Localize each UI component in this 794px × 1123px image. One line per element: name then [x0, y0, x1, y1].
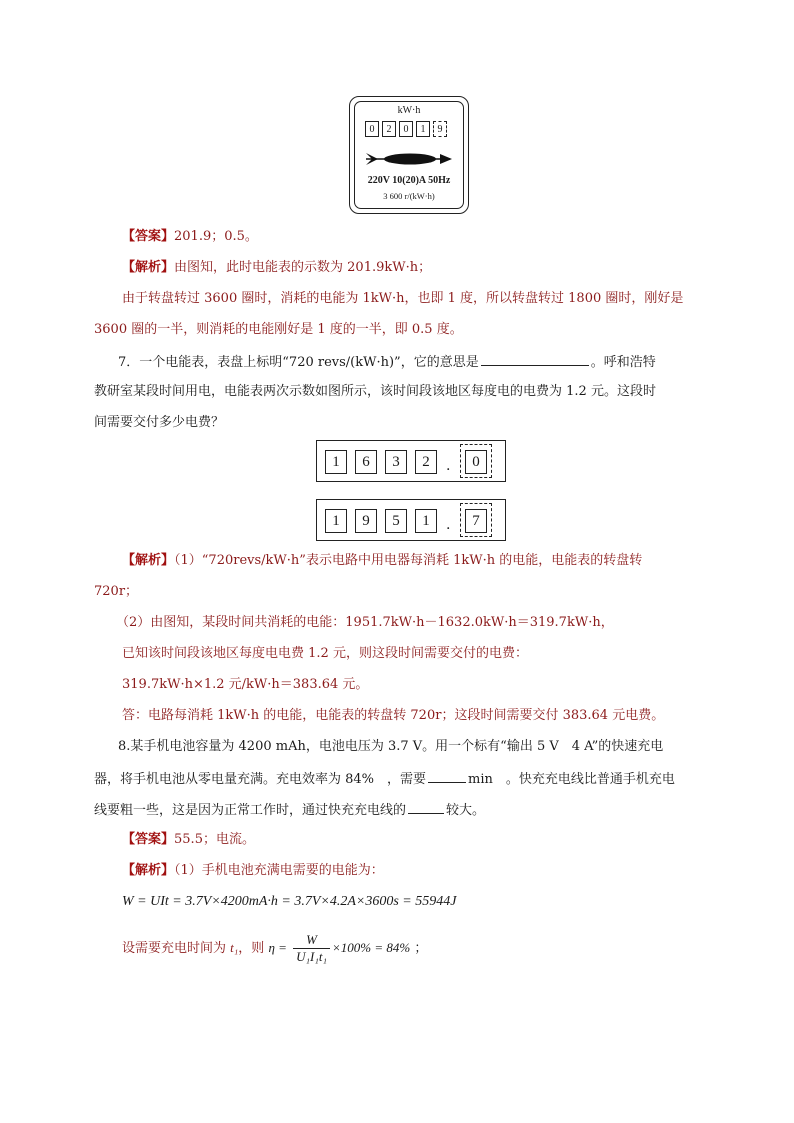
meter-digits [365, 121, 447, 137]
q7-analysis-line-2: （2）由图知，某段时间共消耗的电能：1951.7kW·h－1632.0kW·h＝319.7kW·h， [116, 615, 614, 630]
meter-digit: 0 [365, 121, 379, 137]
answer-tag: 【答案】 [122, 832, 175, 847]
reading-digit-decimal: 0 [465, 450, 487, 474]
q7-analysis-line-1b: 720r； [94, 584, 139, 599]
answer-tag: 【答案】 [122, 229, 175, 244]
analysis-tag: 【解析】 [122, 260, 175, 275]
reading-decimal-point: . [446, 458, 451, 474]
q7-analysis-line-1 [122, 552, 642, 570]
time-variable: t₁ [230, 940, 239, 955]
meter-digit: 2 [382, 121, 396, 137]
reading-digit: 9 [355, 509, 377, 533]
q8-line-1: 8.某手机电池容量为 4200 mAh，电池电压为 3.7 V。用一个标有“输出 5 V 4 A”的快速充电 [118, 739, 664, 754]
energy-formula: W = UIt = 3.7V×4200mA·h = 3.7V×4.2A×3600s = 55944J [122, 894, 457, 909]
formula-intro: 设需要充电时间为 [122, 941, 227, 956]
formula-end: ； [414, 941, 428, 956]
q8-text-c: 线要粗一些，这是因为正常工作时，通过快充充电线的 [94, 803, 407, 818]
meter-digit: 0 [399, 121, 413, 137]
q7-line-2: 教研室某段时间用电，电能表两次示数如图所示，该时间段该地区每度电的电费为 1.2 元。这段时 [94, 384, 656, 399]
formula-connector: ，则 [238, 941, 265, 956]
meter-digit: 1 [416, 121, 430, 137]
reading-digit-decimal: 7 [465, 509, 487, 533]
meter-reading-first [316, 440, 506, 482]
analysis-text: （1）“720revs/kW·h”表示电路中用电器每消耗 1kW·h 的电能，电能表的转盘转 [174, 553, 643, 568]
meter-revolutions: 3 600 r/(kW·h) [383, 191, 435, 201]
q8-text-a: 器，将手机电池从零电量充满。充电效率为 84% ，需要 [94, 772, 427, 787]
energy-meter-figure [349, 96, 469, 214]
turntable-arrow-icon [364, 149, 454, 169]
reading-digit: 1 [415, 509, 437, 533]
q7-analysis-line-4: 319.7kW·h×1.2 元/kW·h＝383.64 元。 [122, 677, 369, 692]
q6-answer [122, 228, 258, 246]
reading-digit: 1 [325, 509, 347, 533]
q8-answer-blank-2 [408, 800, 444, 814]
q6-analysis-line-2: 由于转盘转过 3600 圈时，消耗的电能为 1kW·h，也即 1 度，所以转盘转过 1800 圈时，刚好是 [122, 291, 684, 306]
reading-digit: 2 [415, 450, 437, 474]
reading-digit: 3 [385, 450, 407, 474]
efficiency-fraction [293, 932, 330, 965]
q8-text-d: 较大。 [446, 803, 486, 818]
analysis-tag: 【解析】 [122, 863, 175, 878]
q7-line-3: 间需要交付多少电费？ [94, 415, 225, 430]
q8-answer [122, 831, 255, 849]
q7-line-1 [118, 352, 656, 372]
meter-spec: 220V 10(20)A 50Hz [367, 175, 451, 186]
q8-analysis-line-1 [122, 862, 384, 880]
fraction-numerator: W [293, 932, 330, 949]
reading-digit: 5 [385, 509, 407, 533]
meter-unit: kW·h [397, 105, 421, 116]
answer-text: 55.5；电流。 [174, 832, 255, 847]
analysis-tag: 【解析】 [122, 553, 175, 568]
reading-digit: 6 [355, 450, 377, 474]
answer-text: 201.9；0.5。 [174, 229, 258, 244]
q7-text-b: 。呼和浩特 [590, 355, 656, 370]
reading-digit: 1 [325, 450, 347, 474]
q6-analysis-line-3: 3600 圈的一半，则消耗的电能刚好是 1 度的一半，即 0.5 度。 [94, 322, 463, 337]
meter-digit-decimal: 9 [433, 121, 447, 137]
analysis-text: 由图知，此时电能表的示数为 201.9kW·h； [174, 260, 432, 275]
q8-text-b: min 。快充充电线比普通手机充电 [468, 772, 675, 787]
q8-line-3 [94, 800, 485, 820]
q7-text-a: 7．一个电能表，表盘上标明“720 revs/(kW·h)”，它的意思是 [118, 355, 479, 370]
meter-reading-second [316, 499, 506, 541]
efficiency-result: ×100% = 84% [331, 940, 411, 955]
q6-analysis-line-1 [122, 259, 431, 277]
reading-decimal-point: . [446, 517, 451, 533]
eta-symbol: η = [268, 940, 287, 955]
q7-analysis-answer: 答：电路每消耗 1kW·h 的电能，电能表的转盘转 720r；这段时间需要交付 383.64 元电费。 [122, 708, 665, 723]
q7-answer-blank [481, 352, 589, 366]
analysis-text: （1）手机电池充满电需要的电能为： [174, 863, 384, 878]
efficiency-formula-line [122, 928, 427, 968]
q8-answer-blank-1 [428, 769, 466, 783]
q8-line-2 [94, 769, 675, 789]
fraction-denominator: U₁I₁t₁ [296, 949, 327, 964]
q7-analysis-line-3: 已知该时间段该地区每度电电费 1.2 元，则这段时间需要交付的电费： [122, 646, 528, 661]
